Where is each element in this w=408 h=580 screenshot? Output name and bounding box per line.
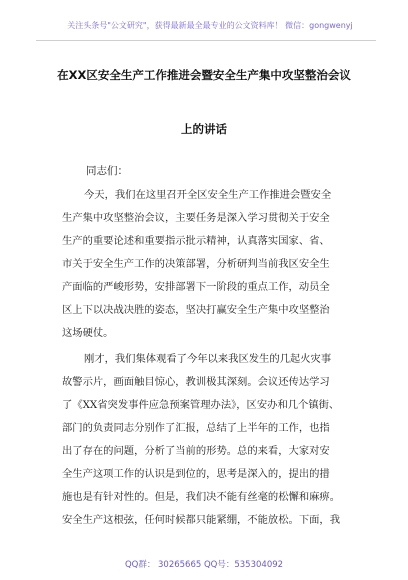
paragraph-line: 刚才，我们集体观看了今年以来我区发生的几起火灾事 — [84, 353, 332, 365]
paragraph-line: 施也是有针对性的。但是，我们决不能有丝毫的松懈和麻痹。 — [62, 491, 341, 503]
paragraph-line: 区上下以决战决胜的姿态，坚决打赢安全生产集中攻坚整治 — [62, 304, 330, 316]
paragraph-line: 故警示片，画面触目惊心，教训极其深刻。会议还传达学习 — [62, 376, 330, 388]
paragraph-line: 了《XX省突发事件应急预案管理办法》，区安办和几个镇街、 — [62, 399, 340, 411]
page-header — [0, 0, 408, 48]
paragraph-2 — [62, 348, 362, 532]
document-title-line-2: 上的讲话 — [181, 122, 227, 136]
paragraph-line: 生产的重要论述和重要指示批示精神，认真落实国家、省、 — [62, 235, 330, 247]
paragraph-line: 生产集中攻坚整治会议，主要任务是深入学习贯彻关于安全 — [62, 212, 330, 224]
paragraph-line: 出了存在的问题，分析了当前的形势。总的来看，大家对安 — [62, 445, 330, 457]
paragraph-line: 这场硬仗。 — [62, 327, 114, 339]
paragraph-1 — [62, 184, 362, 345]
paragraph-line: 全生产这项工作的认识是到位的，思考是深入的，提出的措 — [62, 468, 330, 480]
paragraph-line: 安全生产这根弦，任何时候都只能紧绷，不能放松。下面，我 — [62, 514, 341, 526]
header-notice: 关注头条号"公文研究"，获得最新最全最专业的公文资料库！ 微信：gongwenyj — [67, 21, 353, 30]
salutation: 同志们： — [86, 165, 128, 177]
paragraph-line: 今天，我们在这里召开全区安全生产工作推进会暨安全 — [84, 189, 332, 201]
header-divider — [36, 40, 376, 41]
footer-contacts: QQ群： 30265665 QQ号：535304092 — [124, 560, 284, 570]
paragraph-line: 部门的负责同志分别作了汇报，总结了上半年的工作，也指 — [62, 422, 330, 434]
paragraph-line: 市关于安全生产工作的决策部署，分析研判当前我区安全生 — [62, 258, 330, 270]
paragraph-line: 产面临的严峻形势，安排部署下一阶段的重点工作，动员全 — [62, 281, 330, 293]
document-title-line-1: 在XX区安全生产工作推进会暨安全生产集中攻坚整治会议 — [57, 68, 351, 82]
